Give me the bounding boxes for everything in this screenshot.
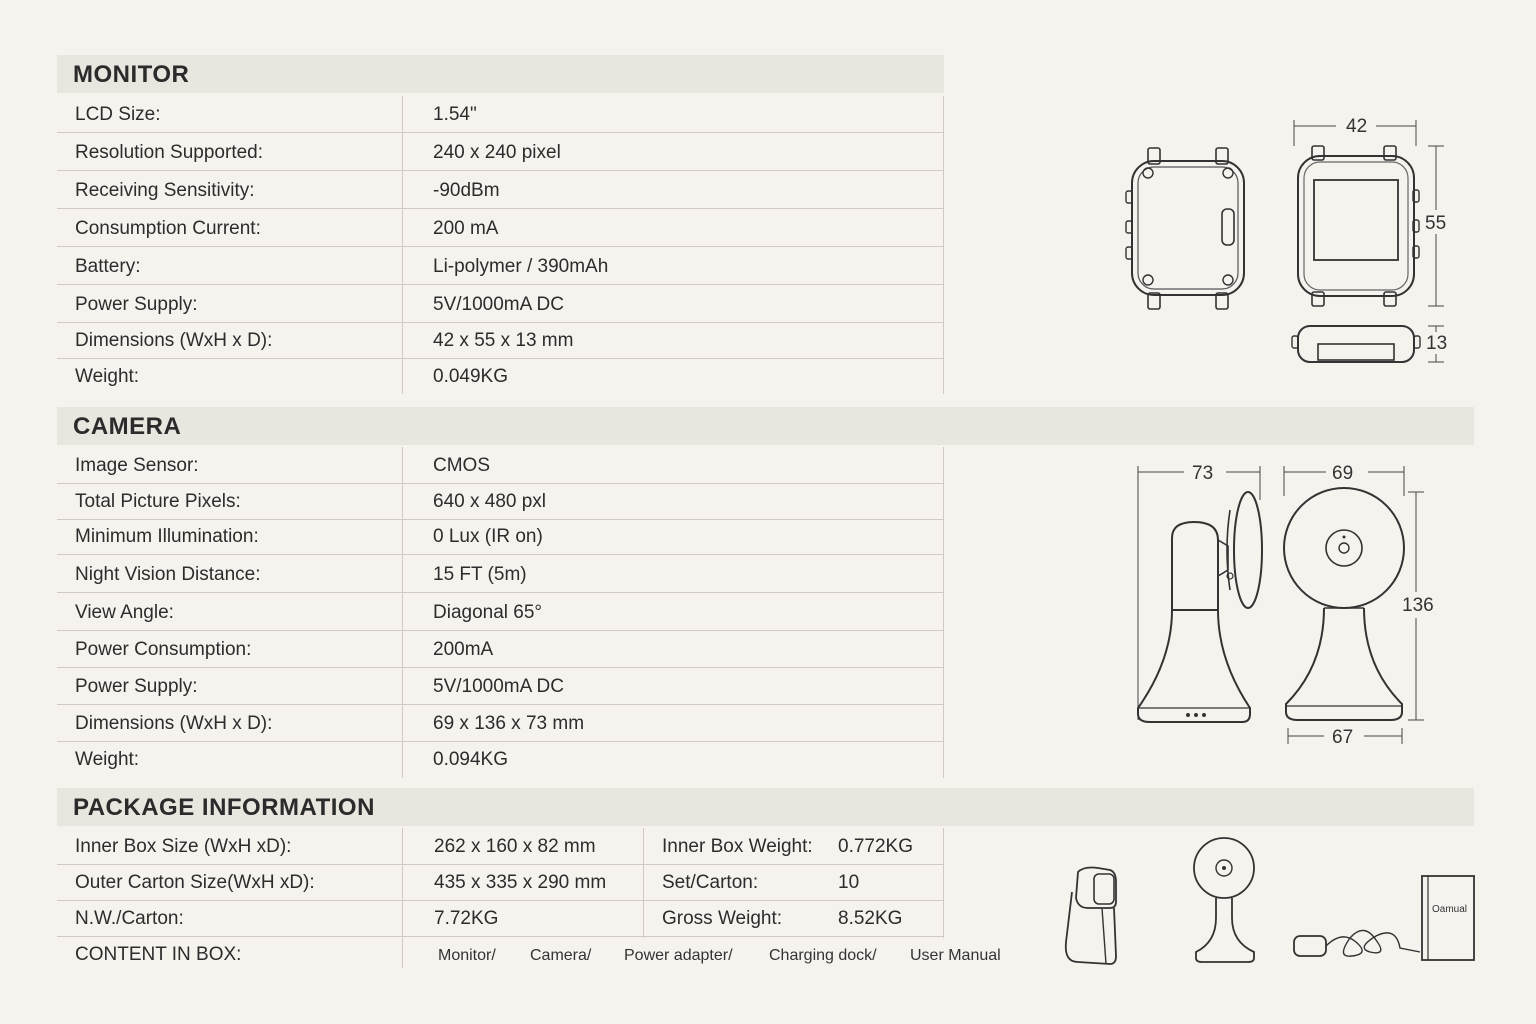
spec-value: 0.094KG [433, 749, 508, 770]
monitor-front-drawing [1288, 116, 1458, 366]
table-row [57, 828, 944, 865]
content-item-monitor: Monitor/ [438, 947, 496, 964]
spec-label: Power Supply: [75, 676, 198, 697]
spec-label: Dimensions (WxH x D): [75, 330, 273, 351]
table-row [57, 668, 944, 705]
spec-value: 240 x 240 pixel [433, 142, 561, 163]
table-row [57, 483, 944, 520]
spec-value: 7.72KG [434, 908, 499, 929]
spec-label: Image Sensor: [75, 455, 199, 476]
spec-label: Weight: [75, 366, 140, 387]
spec-value: CMOS [433, 455, 490, 476]
user-manual-cover-text: Oamual [1432, 904, 1468, 915]
spec-label: Consumption Current: [75, 218, 261, 239]
table-row [57, 518, 944, 555]
table-row [57, 447, 944, 484]
spec-value: 1.54" [433, 104, 477, 125]
spec-label: Battery: [75, 256, 141, 277]
spec-value: 262 x 160 x 82 mm [434, 836, 596, 857]
content-item-power-adapter: Power adapter/ [624, 947, 733, 964]
monitor-section-header [57, 55, 944, 93]
spec-label: Power Supply: [75, 294, 198, 315]
spec-value: 15 FT (5m) [433, 564, 527, 585]
spec-value: 5V/1000mA DC [433, 676, 564, 697]
spec-label: Receiving Sensitivity: [75, 180, 255, 201]
camera-height-dim: 136 [1402, 595, 1434, 616]
spec-label: Outer Carton Size(WxH xD): [75, 872, 315, 893]
content-in-box-label: CONTENT IN BOX: [75, 944, 242, 965]
table-row [57, 134, 944, 171]
spec-label: View Angle: [75, 602, 174, 623]
camera-base-dim: 67 [1332, 727, 1354, 748]
spec-label: Power Consumption: [75, 639, 252, 660]
content-item-user-manual: User Manual [910, 947, 1001, 964]
spec-label: Inner Box Weight: [662, 836, 813, 857]
table-row [57, 96, 944, 133]
spec-label: N.W./Carton: [75, 908, 184, 929]
content-item-camera: Camera/ [530, 947, 592, 964]
package-section-header [57, 788, 1474, 826]
camera-depth-dim: 73 [1192, 463, 1214, 484]
camera-front-drawing [1278, 456, 1458, 756]
monitor-back-drawing [1124, 143, 1254, 313]
spec-value: 10 [838, 872, 860, 893]
camera-spec-table [57, 447, 944, 778]
monitor-depth-dim: 13 [1426, 333, 1448, 354]
monitor-width-dim: 42 [1346, 116, 1368, 137]
camera-side-drawing [1132, 460, 1272, 740]
table-row [57, 322, 944, 359]
spec-value: 0 Lux (IR on) [433, 526, 543, 547]
spec-value: 0.772KG [838, 836, 913, 857]
spec-value: 5V/1000mA DC [433, 294, 564, 315]
spec-label: Set/Carton: [662, 872, 759, 893]
table-row [57, 556, 944, 593]
camera-icon [1186, 834, 1266, 964]
spec-value: 8.52KG [838, 908, 903, 929]
table-row [57, 172, 944, 209]
table-row [57, 705, 944, 742]
table-row [57, 900, 944, 937]
camera-section-title: CAMERA [73, 413, 182, 440]
spec-label: Night Vision Distance: [75, 564, 261, 585]
package-section-title: PACKAGE INFORMATION [73, 794, 375, 821]
spec-label: LCD Size: [75, 104, 161, 125]
spec-value: 200mA [433, 639, 494, 660]
power-adapter-icon [1292, 918, 1422, 978]
table-row [57, 248, 944, 285]
monitor-height-dim: 55 [1425, 213, 1447, 234]
table-row [57, 210, 944, 247]
table-row [57, 286, 944, 323]
spec-value: 42 x 55 x 13 mm [433, 330, 574, 351]
spec-label: Minimum Illumination: [75, 526, 259, 547]
user-manual-icon [1418, 874, 1478, 964]
monitor-in-dock-icon [1058, 862, 1128, 972]
spec-value: 0.049KG [433, 366, 508, 387]
spec-label: Gross Weight: [662, 908, 783, 929]
spec-label: Inner Box Size (WxH xD): [75, 836, 292, 857]
spec-value: 435 x 335 x 290 mm [434, 872, 607, 893]
spec-label: Resolution Supported: [75, 142, 264, 163]
table-row [57, 741, 944, 777]
content-item-charging-dock: Charging dock/ [769, 947, 877, 964]
spec-value: Li-polymer / 390mAh [433, 256, 609, 277]
table-row [57, 631, 944, 668]
spec-label: Dimensions (WxH x D): [75, 713, 273, 734]
monitor-spec-table [57, 96, 944, 394]
monitor-section-title: MONITOR [73, 61, 190, 88]
camera-section-header [57, 407, 1474, 445]
spec-value: 640 x 480 pxl [433, 491, 547, 512]
spec-label: Total Picture Pixels: [75, 491, 241, 512]
table-row [57, 358, 944, 394]
table-row [57, 864, 944, 901]
camera-width-dim: 69 [1332, 463, 1354, 484]
spec-value: 69 x 136 x 73 mm [433, 713, 585, 734]
spec-value: 200 mA [433, 218, 499, 239]
spec-label: Weight: [75, 749, 140, 770]
spec-value: -90dBm [433, 180, 500, 201]
table-row [57, 594, 944, 631]
spec-value: Diagonal 65° [433, 602, 543, 623]
